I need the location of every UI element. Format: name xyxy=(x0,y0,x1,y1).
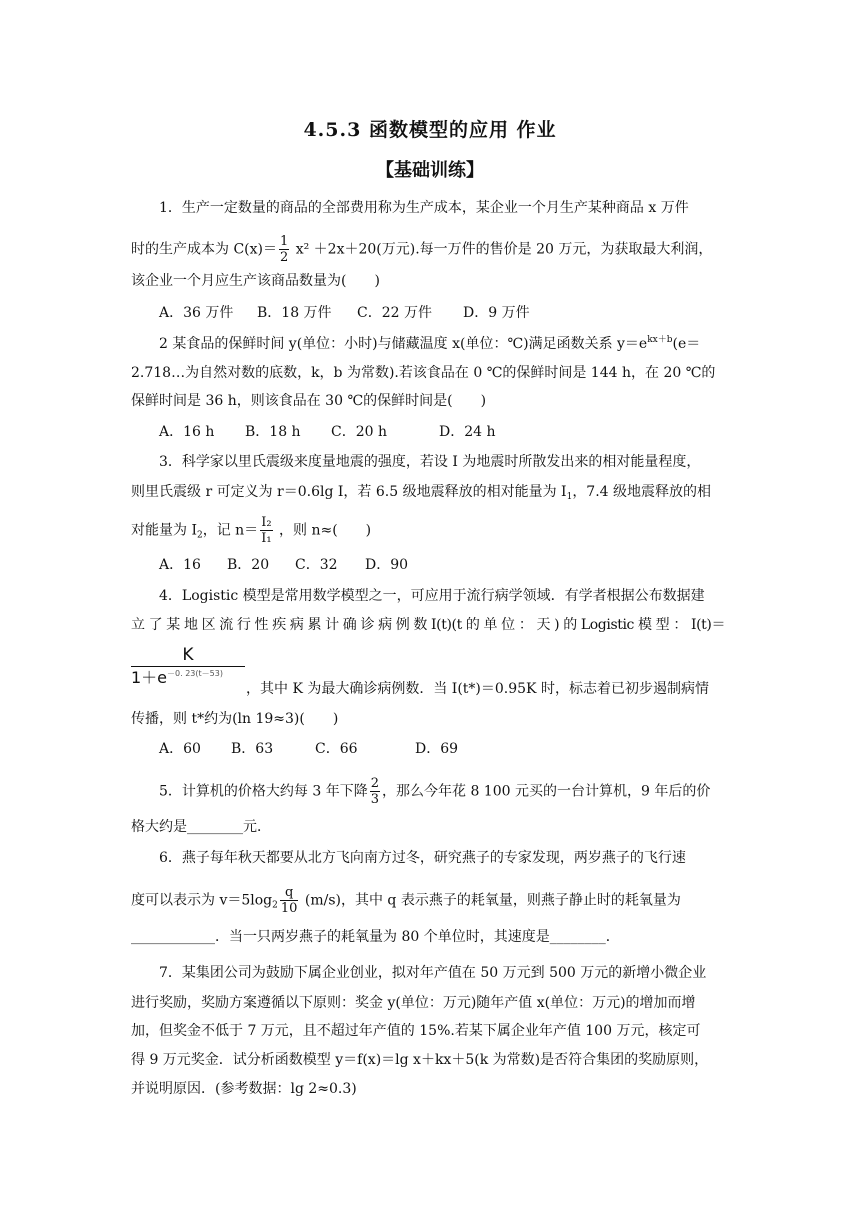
q6-frac-den: 10 xyxy=(280,901,298,916)
q1-frac-num: 1 xyxy=(279,234,289,249)
q4-line-3: ，其中 K 为最大确诊病例数．当 I(t*)＝0.95K 时，标志着已初步遏制病情 xyxy=(246,681,709,697)
q7-line-1: 7．某集团公司为鼓励下属企业创业，拟对年产值在 50 万元到 500 万元的新增小微企业 xyxy=(159,965,707,981)
q7-line-5: 并说明原因．(参考数据：lg 2≈0.3) xyxy=(131,1081,357,1097)
q4-frac-den xyxy=(131,668,245,688)
q2-line-1 xyxy=(159,334,759,354)
q1-option-b: B．18 万件 xyxy=(257,305,332,321)
q3-frac-num: I₂ xyxy=(261,515,272,530)
q3-options xyxy=(159,555,408,575)
q5-frac-den: 3 xyxy=(370,792,379,807)
q1-fraction xyxy=(279,234,289,265)
q4-line-1: 4．Logistic 模型是常用数学模型之一，可应用于流行病学领域．有学者根据公布数据建 xyxy=(159,588,705,604)
q4-frac-num: K xyxy=(182,645,194,665)
q3-line-1: 3．科学家以里氏震级来度量地震的强度，若设 I 为地震时所散发出来的相对能量程度， xyxy=(159,454,701,470)
q1-option-a: A．36 万件 xyxy=(159,305,234,321)
q6-text-b: (m/s)，其中 q 表示燕子的耗氧量，则燕子静止时的耗氧量为 xyxy=(300,892,681,909)
q7-line-2: 进行奖励，奖励方案遵循以下原则：奖金 y(单位：万元)随年产值 x(单位：万元)的增加而增 xyxy=(131,995,696,1011)
q1-line-2 xyxy=(131,234,731,265)
q3-text-c: 对能量为 I xyxy=(131,522,197,539)
q3-option-c: C．32 xyxy=(295,557,338,573)
q4-logistic-fraction xyxy=(131,645,245,688)
q5-fraction xyxy=(370,776,380,807)
q2-option-a: A．16 h xyxy=(159,424,215,440)
q4-frac-exponent: －0. 23(t－53) xyxy=(167,669,223,678)
q3-option-d: D．90 xyxy=(365,557,409,573)
section-heading: 【基础训练】 xyxy=(376,160,484,181)
q1-option-c: C．22 万件 xyxy=(357,305,432,321)
q4-option-b: B．63 xyxy=(231,741,274,757)
q6-frac-num: q xyxy=(280,885,299,901)
q3-text-e: ，则 n≈( ) xyxy=(274,522,372,539)
q4-option-d: D．69 xyxy=(415,741,459,757)
q4-frac-den-base: 1＋e xyxy=(131,668,168,687)
q2-line-3: 保鲜时间是 36 h，则该食品在 30 ℃的保鲜时间是( ) xyxy=(131,393,487,409)
q4-options xyxy=(159,739,458,759)
q1-line-1: 1．生产一定数量的商品的全部费用称为生产成本，某企业一个月生产某种商品 x 万件 xyxy=(159,200,689,216)
q1-text-b: x² ＋2x＋20(万元).每一万件的售价是 20 万元，为获取最大利润， xyxy=(291,241,713,258)
q2-text-a: 2 某食品的保鲜时间 y(单位：小时)与储藏温度 x(单位：℃)满足函数关系 y＝e xyxy=(159,336,648,352)
q1-options xyxy=(159,303,530,323)
q1-text-a: 时的生产成本为 C(x)＝ xyxy=(131,241,277,258)
q6-log-base: 2 xyxy=(272,900,278,911)
q7-line-4: 得 9 万元奖金．试分析函数模型 y＝f(x)＝lg x＋kx＋5(k 为常数)是否符合集团的奖励原则， xyxy=(131,1052,709,1068)
q5-text-a: 5．计算机的价格大约每 3 年下降 xyxy=(159,783,368,800)
q6-fraction xyxy=(280,885,299,916)
q4-frac-bar xyxy=(131,666,245,667)
q1-frac-den: 2 xyxy=(279,250,289,265)
q5-frac-num: 2 xyxy=(370,776,379,791)
q2-option-b: B．18 h xyxy=(245,424,301,440)
q3-option-b: B．20 xyxy=(227,557,270,573)
q7-line-3: 加，但奖金不低于 7 万元，且不超过年产值的 15%.若某下属企业年产值 100 万元，核定可 xyxy=(131,1023,701,1039)
q6-text-a: 度可以表示为 v＝5log xyxy=(131,892,273,909)
q5-line-2: 格大约是________元． xyxy=(131,819,271,835)
q3-line-3 xyxy=(131,515,731,546)
q2-option-c: C．20 h xyxy=(331,424,387,440)
q3-text-a: 则里氏震级 r 可定义为 r＝0.6lg I，若 6.5 级地震释放的相对能量为 I xyxy=(131,484,567,500)
q3-fraction xyxy=(260,515,272,546)
q3-frac-den: I₁ xyxy=(261,531,272,546)
q4-line-2: 立 了 某 地 区 流 行 性 疾 病 累 计 确 诊 病 例 数 I(t)(t 的 单 位 ： 天 ) 的 Logistic 模 型 ： I(t)＝ xyxy=(131,617,726,633)
q4-line-4: 传播，则 t*约为(ln 19≈3)( ) xyxy=(131,711,339,727)
q3-option-a: A．16 xyxy=(159,557,201,573)
q2-line-2: 2.718…为自然对数的底数，k，b 为常数).若该食品在 0 ℃的保鲜时间是 144 h，在 20 ℃的 xyxy=(131,365,716,381)
q3-text-b: ，7.4 级地震释放的相 xyxy=(572,484,712,500)
q5-text-b: ，那么今年花 8 100 元买的一台计算机，9 年后的价 xyxy=(382,783,711,800)
q3-subscript-1: 1 xyxy=(566,492,573,502)
q2-text-b: (e＝ xyxy=(672,336,701,352)
q3-text-d: ，记 n＝ xyxy=(202,522,259,539)
q3-subscript-2: 2 xyxy=(196,530,203,541)
q1-line-3: 该企业一个月应生产该商品数量为( ) xyxy=(131,273,380,289)
q2-option-d: D．24 h xyxy=(439,424,496,440)
q4-option-c: C．66 xyxy=(315,741,358,757)
q6-line-3: ____________．当一只两岁燕子的耗氧量为 80 个单位时，其速度是________． xyxy=(131,929,620,945)
q6-line-2 xyxy=(131,885,731,916)
q2-exponent: kx＋b xyxy=(647,335,673,345)
q5-line-1 xyxy=(159,776,759,807)
q4-option-a: A．60 xyxy=(159,741,201,757)
page-title: 4.5.3 函数模型的应用 作业 xyxy=(303,119,557,141)
q6-line-1: 6．燕子每年秋天都要从北方飞向南方过冬，研究燕子的专家发现，两岁燕子的飞行速 xyxy=(159,850,686,866)
q1-option-d: D．9 万件 xyxy=(463,305,530,321)
q3-line-2 xyxy=(131,482,731,502)
q2-options xyxy=(159,422,496,442)
